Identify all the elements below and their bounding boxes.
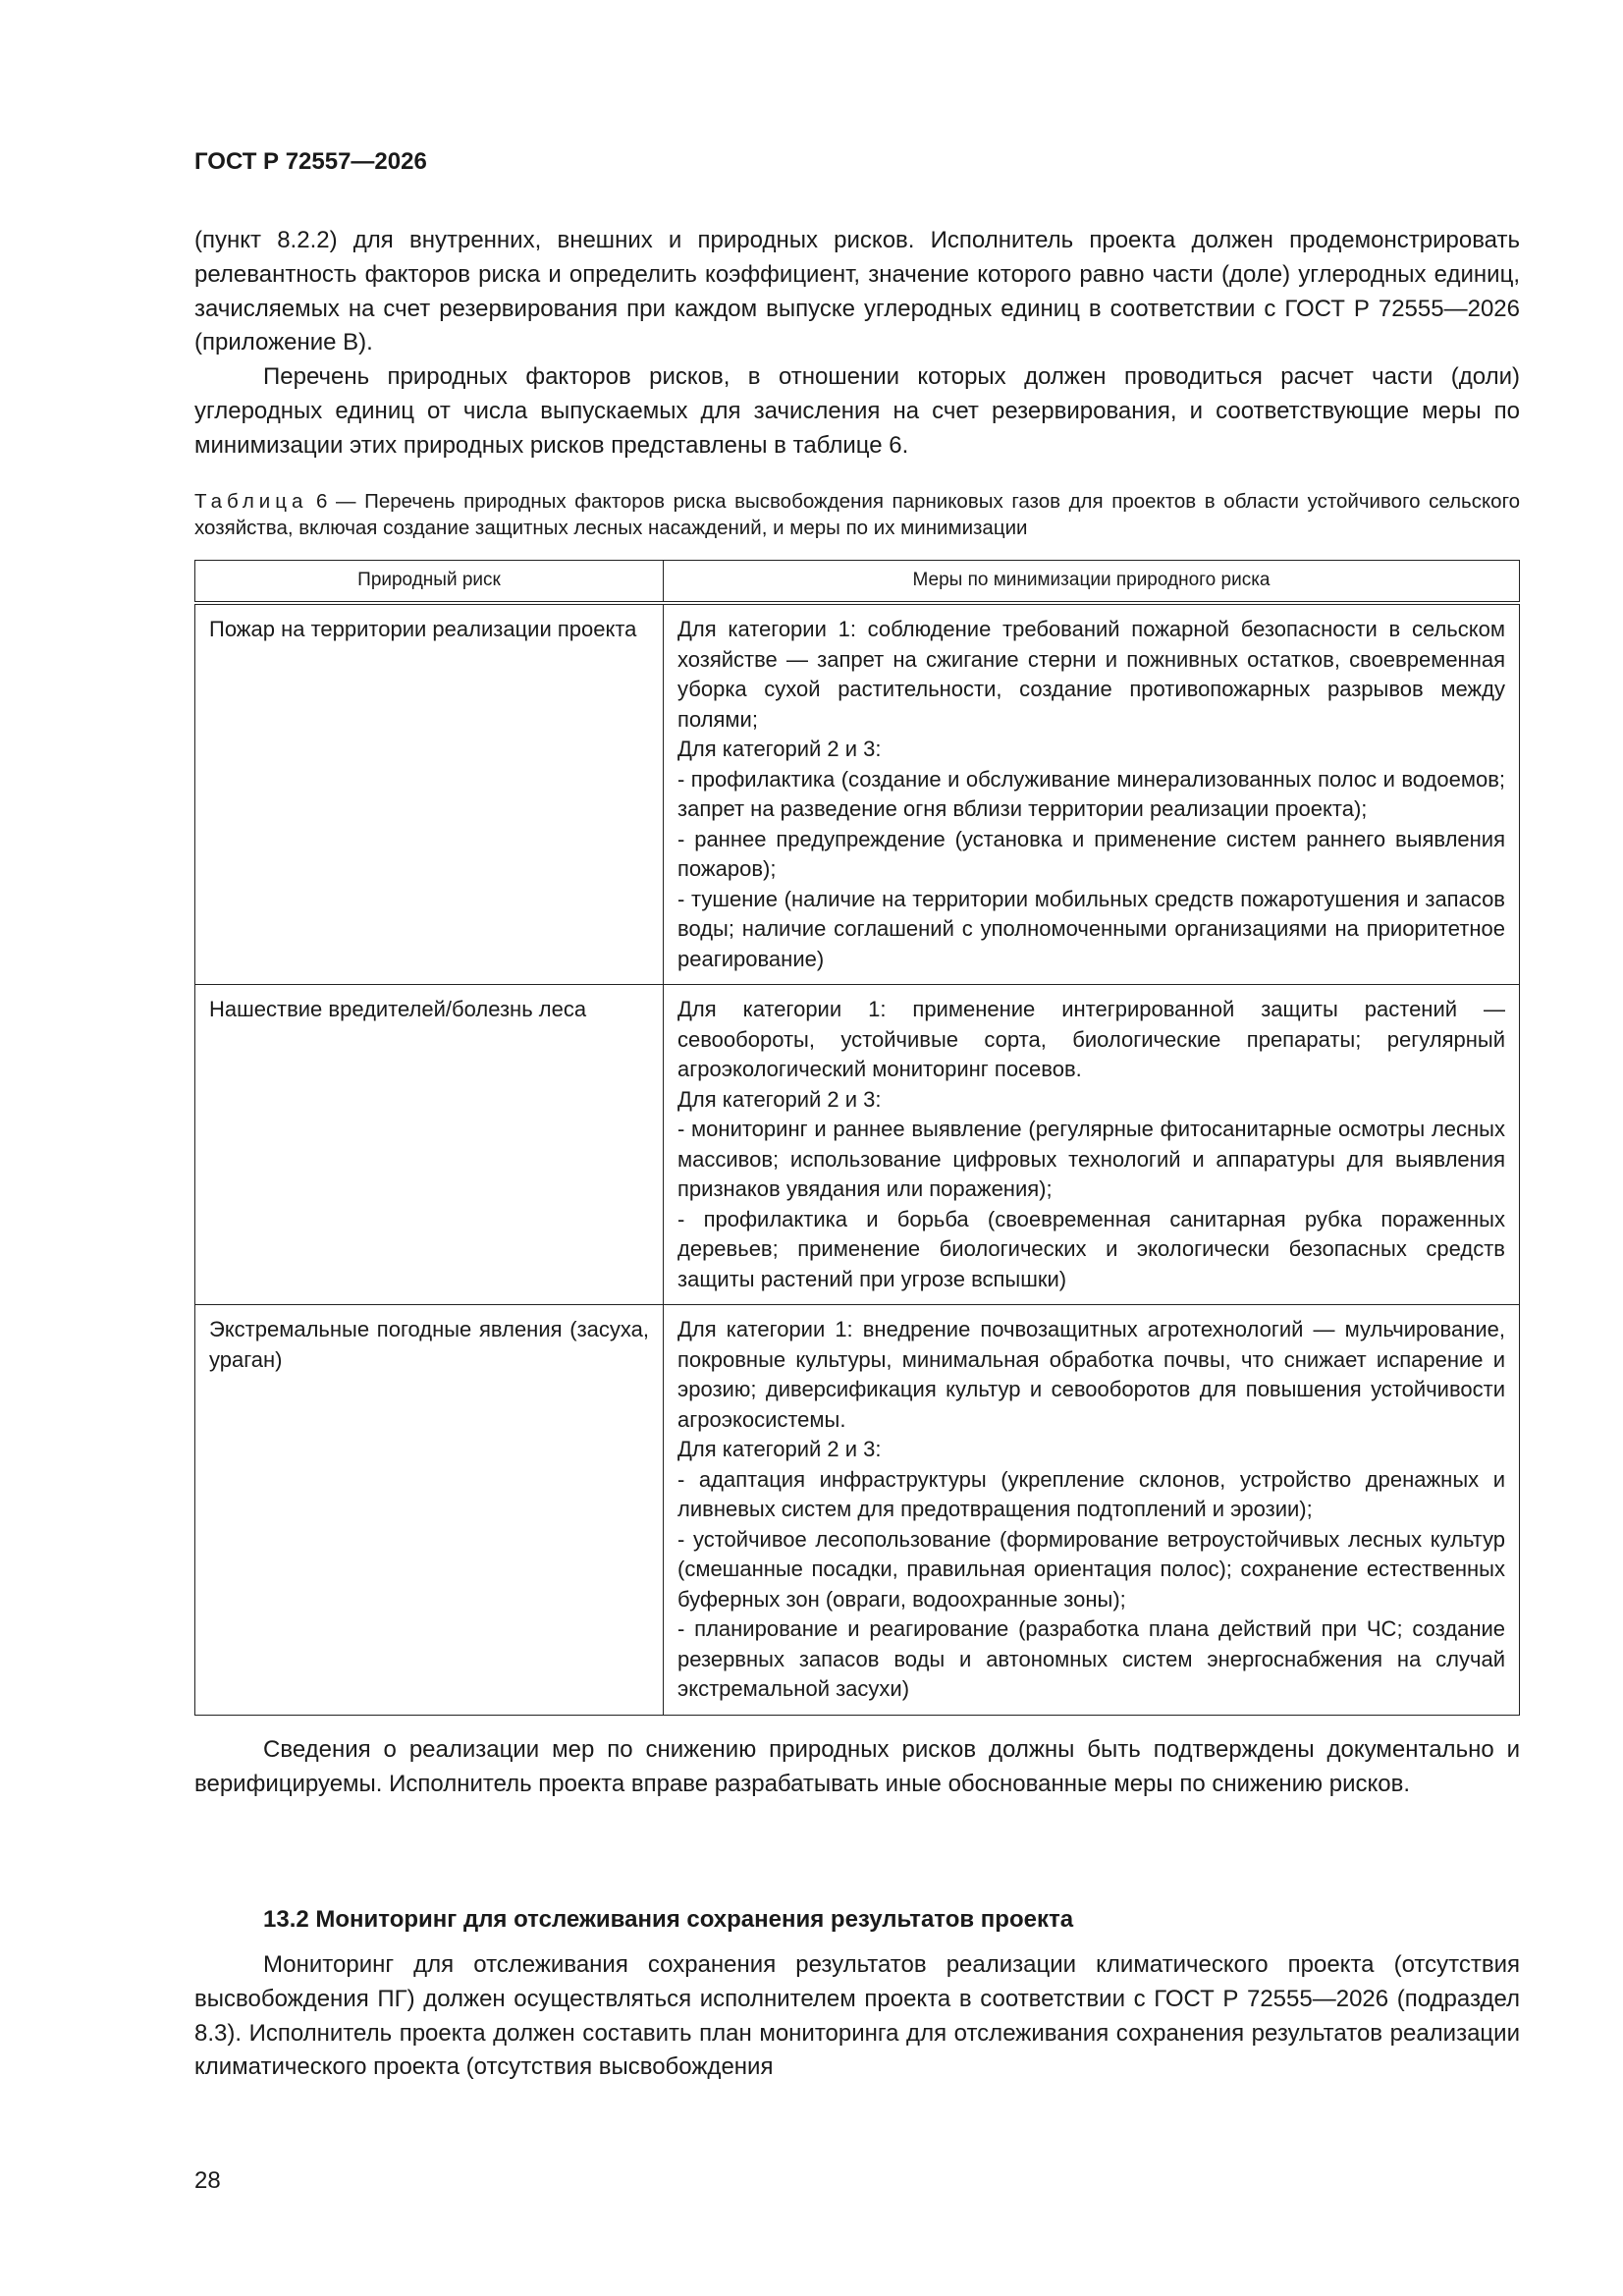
measure-line: - тушение (наличие на территории мобильных средств пожаротушения и запасов воды; наличие соглашений с уполномоченными организациями на приоритетное реагирование) (677, 886, 1505, 971)
measure-line: - профилактика (создание и обслуживание минерализованных полос и водоемов; запрет на разведение огня вблизи территории реализации проекта); (677, 766, 1505, 821)
intro-text (194, 224, 1520, 464)
risk-cell: Пожар на территории реализации проекта (195, 603, 664, 985)
measure-line: - устойчивое лесопользование (формирование ветроустойчивых лесных культур (смешанные посадки, правильная ориентация полос); сохранение естественных буферных зон (овраги, водоохранные зоны); (677, 1526, 1505, 1612)
document-header: ГОСТ Р 72557—2026 (194, 148, 427, 175)
page-number: 28 (194, 2167, 221, 2194)
risk-cell: Экстремальные погодные явления (засуха, ураган) (195, 1305, 664, 1716)
after-table-text (194, 1733, 1520, 1802)
section-heading: 13.2 Мониторинг для отслеживания сохранения результатов проекта (263, 1906, 1074, 1933)
table-caption (194, 488, 1520, 541)
measure-line: - профилактика и борьба (своевременная санитарная рубка пораженных деревьев; применение биологических и экологически безопасных средств защиты растений при угрозе вспышки) (677, 1206, 1505, 1291)
header-measures: Меры по минимизации природного риска (664, 561, 1520, 604)
risk-cell: Нашествие вредителей/болезнь леса (195, 985, 664, 1305)
section-text (194, 1948, 1520, 2085)
risk-table (194, 560, 1520, 1716)
section-paragraph: Мониторинг для отслеживания сохранения результатов реализации климатического проекта (отсутствия высвобождения ПГ) должен осуществляться исполнителем проекта в соответствии с ГОСТ Р 72555—2026 (подраздел 8.3). Исполнитель проекта должен составить план мониторинга для отслеживания сохранения результатов реализации климатического проекта (отсутствия высвобождения (194, 1951, 1520, 2081)
measure-line: Для категории 1: внедрение почвозащитных агротехнологий — мульчирование, покровные культуры, минимальная обработка почвы, что снижает испарение и эрозию; диверсификация культур и севооборотов для повышения устойчивости агроэкосистемы. (677, 1317, 1505, 1432)
measure-line: Для категорий 2 и 3: (677, 1086, 882, 1112)
measure-line: Для категорий 2 и 3: (677, 737, 882, 761)
measures-cell (664, 1305, 1520, 1716)
header-risk: Природный риск (195, 561, 664, 604)
measure-line: - планирование и реагирование (разработка плана действий при ЧС; создание резервных запасов воды и автономных систем энергоснабжения на случай экстремальной засухи) (677, 1616, 1505, 1701)
after-table-paragraph: Сведения о реализации мер по снижению природных рисков должны быть подтверждены документально и верифицируемы. Исполнитель проекта вправе разрабатывать иные обоснованные меры по снижению рисков. (194, 1736, 1520, 1797)
measure-line: - мониторинг и раннее выявление (регулярные фитосанитарные осмотры лесных массивов; использование цифровых технологий и аппаратуры для выявления признаков увядания или поражения); (677, 1117, 1505, 1201)
measure-line: - адаптация инфраструктуры (укрепление склонов, устройство дренажных и ливневых систем для предотвращения подтоплений и эрозии); (677, 1466, 1505, 1521)
intro-paragraph-1: (пункт 8.2.2) для внутренних, внешних и природных рисков. Исполнитель проекта должен продемонстрировать релевантность факторов риска и определить коэффициент, значение которого равно части (доле) углеродных единиц, зачисляемых на счет резервирования при каждом выпуске углеродных единиц в соответствии с ГОСТ Р 72555—2026 (приложение В). (194, 227, 1520, 356)
table-row (195, 603, 1520, 985)
measure-line: Для категории 1: соблюдение требований пожарной безопасности в сельском хозяйстве — запрет на сжигание стерни и пожнивных остатков, своевременная уборка сухой растительности, создание противопожарных разрывов между полями; (677, 617, 1505, 732)
measure-line: Для категории 1: применение интегрированной защиты растений — севообороты, устойчивые сорта, биологические препараты; регулярный агроэкологический мониторинг посевов. (677, 997, 1505, 1081)
measures-cell (664, 603, 1520, 985)
intro-paragraph-2: Перечень природных факторов рисков, в отношении которых должен проводиться расчет части (доли) углеродных единиц от числа выпускаемых для зачисления на счет резервирования, и соответствующие меры по минимизации этих природных рисков представлены в таблице 6. (194, 363, 1520, 459)
table-row (195, 985, 1520, 1305)
table-row (195, 1305, 1520, 1716)
measure-line: - раннее предупреждение (установка и применение систем раннего выявления пожаров); (677, 826, 1505, 881)
table-caption-label: Таблица (194, 490, 308, 513)
measure-line: Для категорий 2 и 3: (677, 1437, 882, 1461)
table-header-row (195, 561, 1520, 604)
measures-cell (664, 985, 1520, 1305)
table-caption-text: 6 — Перечень природных факторов риска высвобождения парниковых газов для проектов в области устойчивого сельского хозяйства, включая создание защитных лесных насаждений, и меры по их минимизации (194, 490, 1520, 539)
